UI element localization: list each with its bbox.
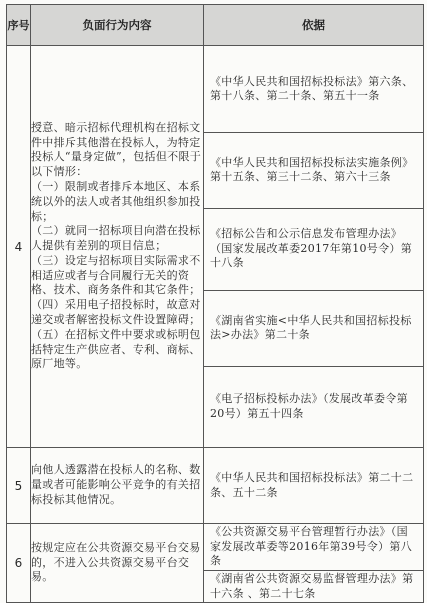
- row-basis: [204, 524, 424, 603]
- row-seq: 6: [7, 524, 31, 603]
- basis-item: [204, 571, 423, 602]
- header-basis: 依据: [204, 5, 424, 46]
- content-paragraph: 按规定应在公共资源交易平台交易的，不进入公共资源交易平台交易。: [31, 540, 201, 584]
- table-header-row: [7, 5, 424, 46]
- basis-text: 《招标公告和公示信息发布管理办法》（国家发展改革委2017年第10号令）第十八条: [210, 227, 412, 270]
- basis-item: [204, 209, 423, 291]
- basis-item: [204, 47, 423, 133]
- content-paragraph: （三）设定与招标项目实际需求不相适应或者与合同履行无关的资格、技术、商务条件和其它条件；: [31, 253, 201, 297]
- header-seq: 序号: [7, 5, 31, 46]
- content-paragraph: （一）限制或者排斥本地区、本系统以外的法人或者其他组织参加投标；: [31, 179, 201, 223]
- basis-item: [204, 524, 423, 571]
- table-row: [7, 524, 424, 603]
- row-basis: [204, 46, 424, 448]
- basis-item: [204, 367, 423, 447]
- row-basis: [204, 448, 424, 524]
- negative-behavior-table: [6, 4, 424, 603]
- basis-item: [204, 291, 423, 367]
- row-seq: 4: [7, 46, 31, 448]
- basis-text: 《湖南省实施<中华人民共和国招标投标法>办法》第二十条: [210, 313, 412, 341]
- table-row: [7, 448, 424, 524]
- content-paragraph: （四）采用电子招投标时，故意对递交或者解密投标文件设置障碍；: [31, 298, 201, 327]
- content-paragraph: 授意、暗示招标代理机构在招标文件中排斥其他潜在投标人，为特定投标人“量身定做”，包括但不限于以下情形：: [31, 120, 202, 179]
- content-paragraph: 向他人透露潜在投标人的名称、数量或者可能影响公平竞争的有关招标投标其他情况。: [31, 463, 201, 506]
- header-content: 负面行为内容: [31, 5, 204, 46]
- content-paragraph: （五）在招标文件中要求或标明包括特定生产供应者、专利、商标、原厂地等。: [31, 327, 201, 371]
- table-row: [7, 46, 424, 448]
- row-content: [31, 46, 204, 448]
- row-seq: 5: [7, 448, 31, 524]
- basis-text: 《湖南省公共资源交易监督管理办法》第十六条 、第二十七条: [210, 572, 414, 600]
- row-content: [31, 448, 204, 524]
- content-paragraph: （二）就同一招标项目向潜在投标人提供有差别的项目信息；: [31, 224, 201, 253]
- basis-item: [204, 133, 423, 209]
- basis-text: 《电子招标投标办法》（发展改革委令第20号）第五十四条: [210, 392, 408, 420]
- basis-text: 《中华人民共和国招标投标法》第二十二条、五十二条: [210, 471, 414, 499]
- basis-item: [204, 449, 423, 523]
- basis-text: 《中华人民共和国招标投标法》第六条、第十八条、第二十条、第五十一条: [210, 74, 414, 102]
- basis-text: 《公共资源交易平台管理暂行办法》（国家发展改革委等2016年第39号令）第八条: [210, 525, 412, 568]
- row-content: [31, 524, 204, 603]
- basis-text: 《中华人民共和国招标投标法实施条例》第十五条、第三十二条、第六十三条: [210, 155, 414, 183]
